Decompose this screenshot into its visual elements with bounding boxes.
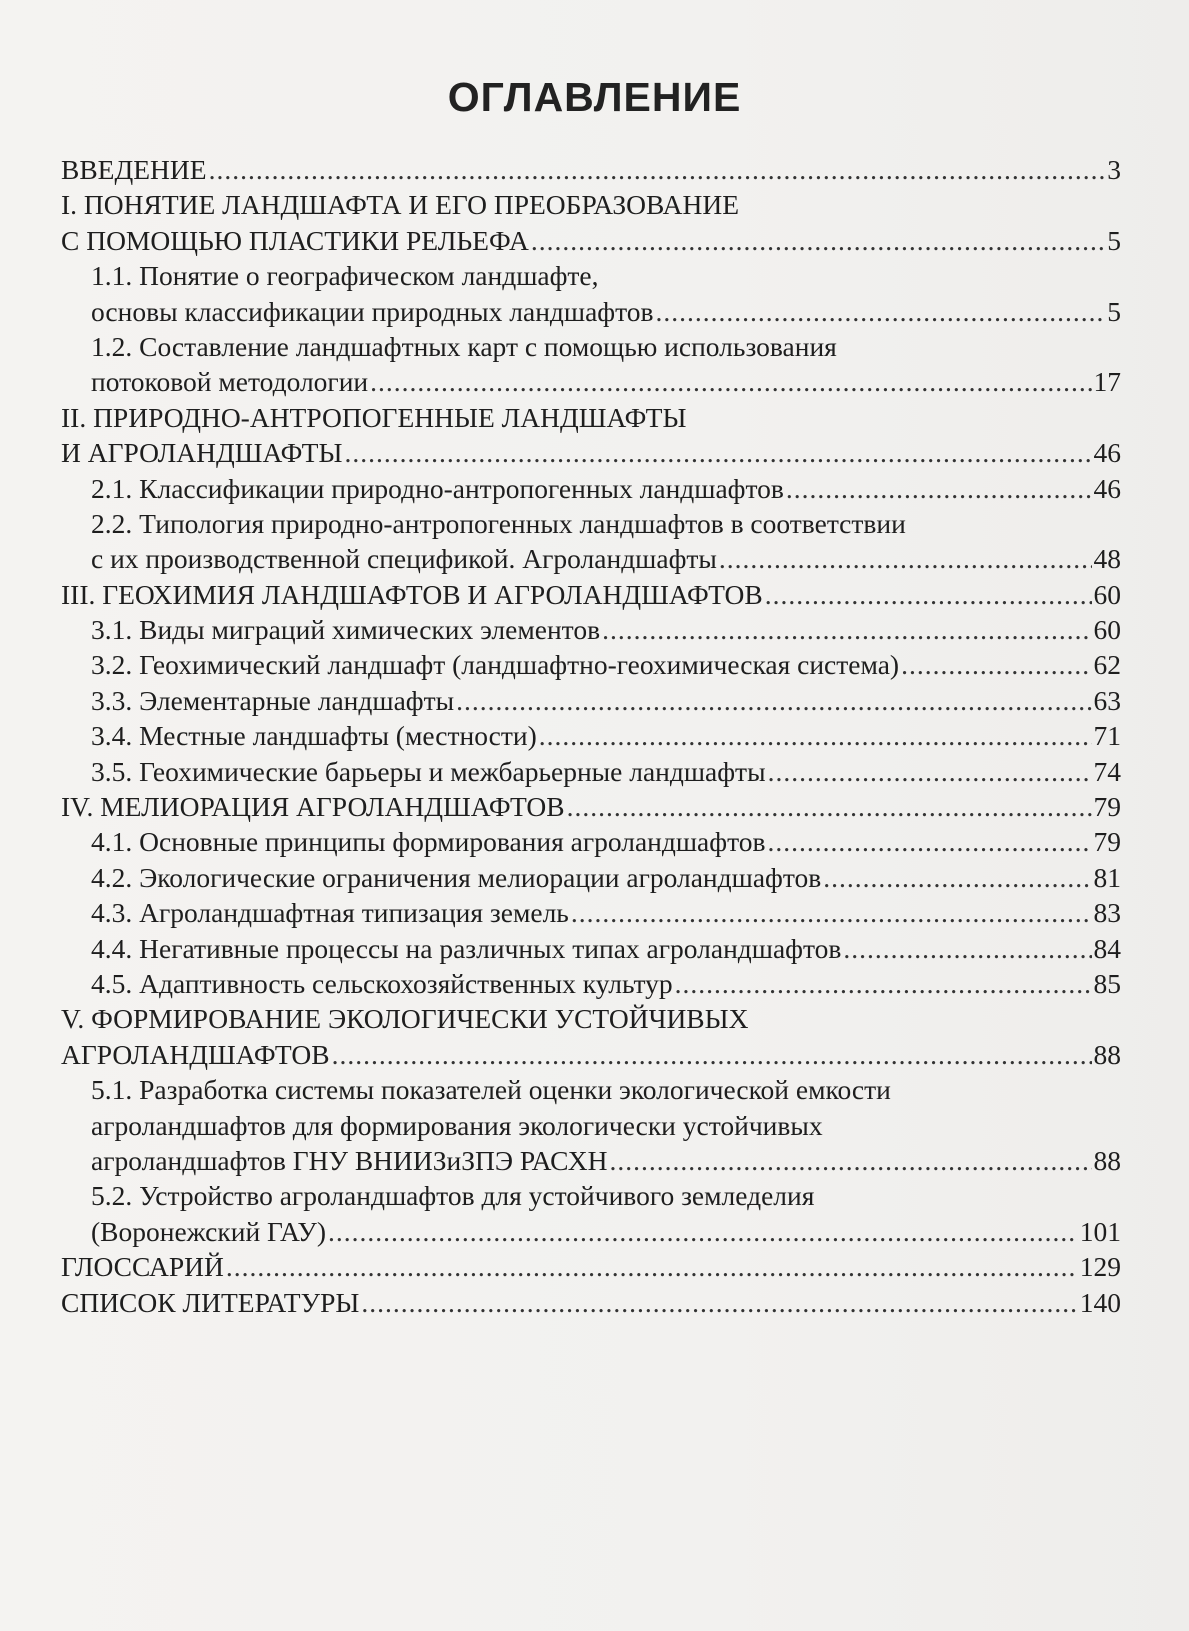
toc-entry-line — [61, 647, 1121, 682]
toc-entry-line — [61, 400, 1121, 435]
toc-leader-dots — [209, 152, 1106, 187]
toc-page-number: 46 — [1093, 437, 1121, 469]
toc-entry-title: 3.5. Геохимические барьеры и межбарьерные ландшафты — [91, 755, 766, 787]
table-of-contents — [61, 152, 1121, 1320]
toc-entry-title: с их производственной спецификой. Агроландшафты — [91, 543, 717, 575]
toc-leader-dots — [901, 647, 1091, 682]
toc-leader-dots — [361, 1285, 1077, 1320]
toc-page-number: 63 — [1093, 684, 1121, 716]
toc-entry-line — [61, 1178, 1121, 1213]
toc-entry-title: 3.4. Местные ландшафты (местности) — [91, 720, 537, 752]
toc-leader-dots — [675, 966, 1092, 1001]
toc-page-number: 48 — [1093, 543, 1121, 575]
toc-leader-dots — [765, 577, 1092, 612]
toc-page-number: 101 — [1079, 1215, 1121, 1247]
toc-entry-title: 4.4. Негативные процессы на различных типах агроландшафтов — [91, 932, 842, 964]
toc-entry-line — [61, 187, 1121, 222]
toc-entry-line — [61, 824, 1121, 859]
toc-page-number: 60 — [1093, 578, 1121, 610]
toc-entry-line — [61, 1285, 1121, 1320]
toc-page-number: 88 — [1093, 1144, 1121, 1176]
toc-page-number: 85 — [1093, 967, 1121, 999]
toc-leader-dots — [768, 754, 1092, 789]
toc-entry-line — [61, 294, 1121, 329]
toc-entry-title: АГРОЛАНДШАФТОВ — [61, 1038, 330, 1070]
toc-entry-line — [61, 506, 1121, 541]
toc-entry-line — [61, 435, 1121, 470]
toc-page-number: 79 — [1093, 826, 1121, 858]
page-title: ОГЛАВЛЕНИЕ — [447, 74, 742, 120]
toc-entry-title: 1.1. Понятие о географическом ландшафте, — [91, 260, 599, 292]
toc-leader-dots — [656, 294, 1106, 329]
toc-page-number: 83 — [1093, 897, 1121, 929]
toc-page-number: 62 — [1093, 649, 1121, 681]
toc-entry-title: 2.2. Типология природно-антропогенных ландшафтов в соответствии — [91, 507, 906, 539]
toc-entry-line — [61, 1108, 1121, 1143]
toc-leader-dots — [226, 1249, 1078, 1284]
toc-entry-title: 5.2. Устройство агроландшафтов для устойчивого земледелия — [91, 1180, 815, 1212]
toc-entry-title: 4.5. Адаптивность сельскохозяйственных культур — [91, 967, 673, 999]
toc-leader-dots — [332, 1037, 1092, 1072]
toc-entry-line — [61, 1001, 1121, 1036]
toc-entry-title: 4.2. Экологические ограничения мелиорации агроландшафтов — [91, 861, 822, 893]
toc-entry-line — [61, 364, 1121, 399]
toc-page-number: 81 — [1093, 861, 1121, 893]
toc-entry-line — [61, 612, 1121, 647]
toc-entry-line — [61, 718, 1121, 753]
toc-leader-dots — [767, 824, 1091, 859]
toc-entry-title: 3.3. Элементарные ландшафты — [91, 684, 455, 716]
toc-entry-line — [61, 541, 1121, 576]
toc-page-number: 79 — [1093, 791, 1121, 823]
toc-entry-line — [61, 1072, 1121, 1107]
toc-leader-dots — [602, 612, 1091, 647]
toc-entry-title: И АГРОЛАНДШАФТЫ — [61, 437, 343, 469]
toc-page-number: 71 — [1093, 720, 1121, 752]
toc-entry-line — [61, 966, 1121, 1001]
toc-leader-dots — [328, 1214, 1078, 1249]
toc-entry-line — [61, 1249, 1121, 1284]
toc-entry-line — [61, 258, 1121, 293]
toc-leader-dots — [456, 683, 1091, 718]
toc-entry-line — [61, 577, 1121, 612]
toc-entry-title: 1.2. Составление ландшафтных карт с помощью использования — [91, 330, 837, 362]
toc-entry-line — [61, 1143, 1121, 1178]
toc-entry-line — [61, 895, 1121, 930]
toc-entry-line — [61, 789, 1121, 824]
toc-page-number: 46 — [1093, 472, 1121, 504]
toc-entry-title: V. ФОРМИРОВАНИЕ ЭКОЛОГИЧЕСКИ УСТОЙЧИВЫХ — [61, 1003, 749, 1035]
toc-entry-title: 4.3. Агроландшафтная типизация земель — [91, 897, 569, 929]
toc-page-number: 5 — [1107, 295, 1121, 327]
toc-entry-title: агроландшафтов для формирования экологически устойчивых — [91, 1109, 823, 1141]
toc-entry-title: (Воронежский ГАУ) — [91, 1215, 327, 1247]
toc-leader-dots — [567, 789, 1092, 824]
toc-entry-title: ВВЕДЕНИЕ — [61, 154, 207, 185]
toc-leader-dots — [719, 541, 1092, 576]
toc-entry-title: II. ПРИРОДНО-АНТРОПОГЕННЫЕ ЛАНДШАФТЫ — [61, 401, 687, 433]
toc-entry-title: С ПОМОЩЬЮ ПЛАСТИКИ РЕЛЬЕФА — [61, 224, 529, 256]
toc-page-number: 140 — [1079, 1286, 1121, 1318]
toc-page-number: 129 — [1079, 1251, 1121, 1283]
toc-entry-title: 4.1. Основные принципы формирования агроландшафтов — [91, 826, 766, 858]
toc-leader-dots — [370, 364, 1091, 399]
toc-leader-dots — [786, 471, 1092, 506]
toc-leader-dots — [823, 860, 1091, 895]
toc-entry-line — [61, 931, 1121, 966]
toc-entry-title: основы классификации природных ландшафтов — [91, 295, 654, 327]
toc-leader-dots — [843, 931, 1091, 966]
toc-entry-title: IV. МЕЛИОРАЦИЯ АГРОЛАНДШАФТОВ — [61, 791, 565, 823]
toc-entry-line — [61, 1214, 1121, 1249]
toc-entry-title: агроландшафтов ГНУ ВНИИЗиЗПЭ РАСХН — [91, 1144, 608, 1176]
toc-leader-dots — [531, 223, 1105, 258]
toc-entry-title: 3.2. Геохимический ландшафт (ландшафтно-геохимическая система) — [91, 649, 900, 681]
toc-entry-title: ГЛОССАРИЙ — [61, 1251, 224, 1283]
toc-entry-title: СПИСОК ЛИТЕРАТУРЫ — [61, 1286, 360, 1318]
toc-entry-line — [61, 471, 1121, 506]
toc-entry-title: III. ГЕОХИМИЯ ЛАНДШАФТОВ И АГРОЛАНДШАФТОВ — [61, 578, 763, 610]
toc-page-number: 60 — [1093, 614, 1121, 646]
toc-entry-line — [61, 860, 1121, 895]
toc-page-number: 74 — [1093, 755, 1121, 787]
toc-leader-dots — [571, 895, 1092, 930]
toc-page-number: 84 — [1093, 932, 1121, 964]
toc-page-number: 3 — [1107, 154, 1121, 185]
toc-entry-line — [61, 754, 1121, 789]
toc-entry-line — [61, 683, 1121, 718]
toc-entry-title: I. ПОНЯТИЕ ЛАНДШАФТА И ЕГО ПРЕОБРАЗОВАНИЕ — [61, 189, 740, 221]
toc-page-number: 88 — [1093, 1038, 1121, 1070]
toc-entry-line — [61, 1037, 1121, 1072]
toc-entry-title: 2.1. Классификации природно-антропогенных ландшафтов — [91, 472, 784, 504]
toc-entry-title: 3.1. Виды миграций химических элементов — [91, 614, 601, 646]
toc-entry-title: 5.1. Разработка системы показателей оценки экологической емкости — [91, 1074, 891, 1106]
toc-page-number: 5 — [1107, 224, 1121, 256]
toc-entry-line — [61, 329, 1121, 364]
toc-entry-line — [61, 223, 1121, 258]
toc-leader-dots — [539, 718, 1092, 753]
toc-leader-dots — [344, 435, 1091, 470]
toc-entry-line — [61, 152, 1121, 187]
toc-entry-title: потоковой методологии — [91, 366, 369, 398]
toc-leader-dots — [610, 1143, 1092, 1178]
toc-page-number: 17 — [1093, 366, 1121, 398]
